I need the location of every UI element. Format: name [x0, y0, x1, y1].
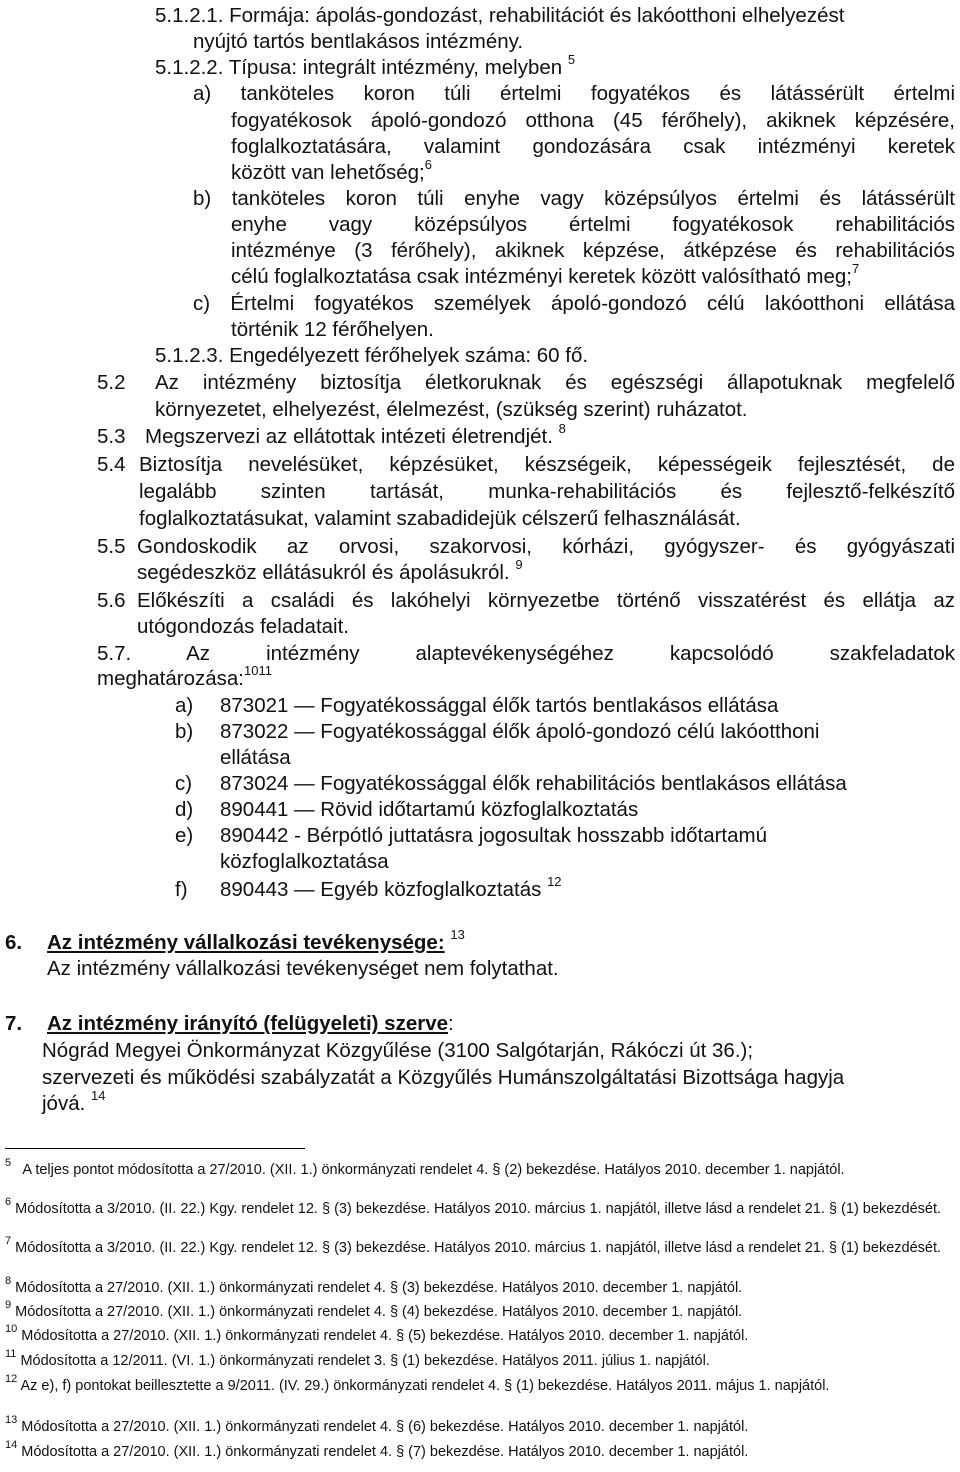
item-b-line2: enyhe vagy középsúlyos értelmi fogyatékosok rehabilitációs [231, 213, 955, 236]
activity-item-b-label: b) [175, 720, 194, 743]
activity-item-f [175, 874, 562, 903]
footnote-ref-7[interactable]: 7 [852, 261, 860, 277]
footnote-ref-12[interactable]: 12 [547, 874, 562, 890]
footnote-13 [5, 1414, 955, 1436]
item-a-line4-text: között van lehetőség; [231, 161, 425, 184]
item-b-line4 [231, 261, 860, 290]
section-54-num: 5.4 [97, 453, 126, 476]
section-55-line2-text: segédeszköz ellátásukról és ápolásukról. [137, 561, 510, 584]
section-7-title: Az intézmény irányító (felügyeleti) szerve [47, 1012, 449, 1035]
section-55-num: 5.5 [97, 535, 126, 558]
footnote-12-num: 12 [5, 1373, 18, 1386]
activity-item-c-text: 873024 ― Fogyatékossággal élők rehabilitációs bentlakásos ellátása [220, 772, 847, 795]
item-b-line3: intézménye (3 férőhely), akiknek képzése, átképzése és rehabilitációs [231, 239, 955, 262]
section-55-line1: Gondoskodik az orvosi, szakorvosi, kórházi, gyógyszer- és gyógyászati [137, 535, 955, 558]
item-b-line4-text: célú foglalkoztatása csak intézményi keretek között valósítható meg; [231, 265, 853, 288]
item-b-line1: b) tanköteles koron túli enyhe vagy középsúlyos értelmi és látássérült [193, 187, 955, 210]
footnote-11-num: 11 [5, 1348, 17, 1361]
footnote-ref-8[interactable]: 8 [558, 421, 566, 437]
footnote-14-text: Módosította a 27/2010. (XII. 1.) önkormányzati rendelet 4. § (7) bekezdése. Hatályos 2010. december 1. napjától. [21, 1444, 749, 1460]
section-54-line3: foglalkoztatásukat, valamint szabadidejük célszerű felhasználását. [139, 507, 741, 530]
activity-item-a-text: 873021 ― Fogyatékossággal élők tartós bentlakásos ellátása [220, 694, 779, 717]
activity-item-a [175, 693, 778, 719]
footnote-5-text: A teljes pontot módosította a 27/2010. (XII. 1.) önkormányzati rendelet 4. § (2) bekezdése. Hatályos 2010. december 1. napjától. [22, 1162, 845, 1178]
item-a-line4 [231, 157, 432, 186]
section-56-line1: Előkészíti a családi és lakóhelyi környezetbe történő visszatérést és ellátja az [137, 589, 955, 612]
section-53-line [145, 421, 566, 450]
section-6-title: Az intézmény vállalkozási tevékenysége: [47, 931, 445, 954]
section-7-colon: : [448, 1012, 454, 1035]
activity-item-f-label: f) [175, 878, 188, 901]
footnote-7-num: 7 [5, 1235, 12, 1248]
section-6-heading [5, 927, 465, 956]
section-54-line1: Biztosítja nevelésüket, képzésüket, készségeik, képességeik fejlesztését, de [139, 453, 955, 476]
section-57-line2-text: meghatározása: [97, 667, 245, 690]
footnote-ref-13[interactable]: 13 [450, 927, 465, 943]
section-57-line2 [97, 663, 272, 692]
footnote-9-num: 9 [5, 1299, 12, 1312]
footnote-14 [5, 1439, 955, 1461]
section-7-line1: Nógrád Megyei Önkormányzat Közgyűlése (3100 Salgótarján, Rákóczi út 36.); [42, 1039, 754, 1062]
footnote-9 [5, 1299, 955, 1321]
footnote-ref-1011[interactable]: 1011 [244, 663, 272, 679]
activity-item-e-cont: közfoglalkoztatása [220, 850, 389, 873]
footnote-13-text: Módosította a 27/2010. (XII. 1.) önkormányzati rendelet 4. § (6) bekezdése. Hatályos 2010. december 1. napjától. [21, 1419, 749, 1435]
footnote-8 [5, 1275, 955, 1297]
section-5122-heading-text: 5.1.2.2. Típusa: integrált intézmény, melyben [155, 56, 563, 79]
activity-item-b [175, 719, 819, 745]
activity-item-e-text: 890442 - Bérpótló juttatásra jogosultak hosszabb időtartamú [220, 824, 768, 847]
item-a-line1: a) tanköteles koron túli értelmi fogyatékos és látássérült értelmi [193, 82, 955, 105]
activity-item-d-text: 890441 ― Rövid időtartamú közfoglalkoztatás [220, 798, 639, 821]
footnote-7-text: Módosította a 3/2010. (II. 22.) Kgy. rendelet 12. § (3) bekezdése. Hatályos 2010. március 1. napjától, illetve lásd a rendelet 21. § (1) bekezdését. [15, 1240, 942, 1256]
activity-item-c [175, 771, 847, 797]
item-a-line2: fogyatékosok ápoló-gondozó otthona (45 férőhely), akiknek képzésére, [231, 109, 955, 132]
item-c-line1: c) Értelmi fogyatékos személyek ápoló-gondozó célú lakóotthoni ellátása [193, 292, 955, 315]
item-a-line3: foglalkoztatására, valamint gondozására csak intézményi keretek [231, 135, 955, 158]
footnote-13-num: 13 [5, 1414, 18, 1427]
footnote-separator [5, 1148, 305, 1149]
footnote-12-text: Az e), f) pontokat beillesztette a 9/2011. (IV. 29.) önkormányzati rendelet 4. § (1) bekezdése. Hatályos 2011. május 1. napjától. [20, 1378, 830, 1394]
section-52-num: 5.2 [97, 371, 126, 394]
footnote-14-num: 14 [5, 1439, 18, 1452]
section-5122-heading [155, 52, 576, 81]
section-56-num: 5.6 [97, 589, 126, 612]
activity-item-a-label: a) [175, 694, 194, 717]
activity-item-b-text: 873022 ― Fogyatékossággal élők ápoló-gondozó célú lakóotthoni [220, 720, 820, 743]
footnote-10 [5, 1323, 955, 1345]
footnote-ref-14[interactable]: 14 [91, 1088, 106, 1104]
footnote-10-text: Módosította a 27/2010. (XII. 1.) önkormányzati rendelet 4. § (5) bekezdése. Hatályos 2010. december 1. napjától. [21, 1328, 749, 1344]
section-57-line1: 5.7. Az intézmény alaptevékenységéhez kapcsolódó szakfeladatok [97, 642, 955, 665]
section-7-line2: szervezeti és működési szabályzatát a Közgyűlés Humánszolgáltatási Bizottsága hagyja [42, 1066, 845, 1089]
footnote-6-text: Módosította a 3/2010. (II. 22.) Kgy. rendelet 12. § (3) bekezdése. Hatályos 2010. március 1. napjától, illetve lásd a rendelet 21. § (1) bekezdését. [15, 1201, 942, 1217]
footnote-ref-5[interactable]: 5 [567, 52, 576, 68]
activity-item-d-label: d) [175, 798, 194, 821]
footnote-8-num: 8 [5, 1275, 12, 1288]
section-52-line2: környezetet, elhelyezést, élelmezést, (szükség szerint) ruházatot. [155, 398, 748, 421]
footnote-11 [5, 1348, 955, 1370]
section-55-line2 [137, 557, 523, 586]
activity-item-f-text: 890443 ― Egyéb közfoglalkoztatás [220, 878, 542, 901]
footnote-6-num: 6 [5, 1196, 12, 1209]
footnote-10-num: 10 [5, 1323, 18, 1336]
section-5121-line1: 5.1.2.1. Formája: ápolás-gondozást, rehabilitációt és lakóotthoni elhelyezést [155, 4, 845, 27]
section-6-num: 6. [5, 931, 23, 954]
activity-item-b-cont: ellátása [220, 746, 291, 769]
footnote-9-text: Módosította a 27/2010. (XII. 1.) önkormányzati rendelet 4. § (4) bekezdése. Hatályos 2010. december 1. napjától. [15, 1304, 743, 1320]
section-54-line2: legalább szinten tartását, munka-rehabilitációs és fejlesztő-felkészítő [139, 480, 955, 503]
footnote-11-text: Módosította a 12/2011. (VI. 1.) önkormányzati rendelet 3. § (1) bekezdése. Hatályos 2011. július 1. napjától. [20, 1353, 710, 1369]
footnote-ref-6[interactable]: 6 [424, 157, 432, 173]
activity-item-c-label: c) [175, 772, 193, 795]
activity-item-e [175, 823, 767, 849]
footnote-7 [5, 1235, 955, 1257]
footnote-ref-9[interactable]: 9 [515, 557, 523, 573]
section-7-num: 7. [5, 1012, 23, 1035]
section-5121-line2: nyújtó tartós bentlakásos intézmény. [193, 30, 524, 53]
section-52-line1: Az intézmény biztosítja életkoruknak és egészségi állapotuknak megfelelő [155, 371, 955, 394]
footnote-8-text: Módosította a 27/2010. (XII. 1.) önkormányzati rendelet 4. § (3) bekezdése. Hatályos 2010. december 1. napjától. [15, 1280, 743, 1296]
section-56-line2: utógondozás feladatait. [137, 615, 349, 638]
section-7-heading [5, 1011, 454, 1037]
section-6-text: Az intézmény vállalkozási tevékenységet nem folytathat. [47, 957, 559, 980]
item-c-line2: történik 12 férőhelyen. [231, 318, 434, 341]
section-7-line3-text: jóvá. [42, 1092, 86, 1115]
footnote-6 [5, 1196, 955, 1218]
section-53-text: Megszervezi az ellátottak intézeti életrendjét. [145, 425, 553, 448]
footnote-12 [5, 1373, 955, 1395]
footnote-5-num: 5 [5, 1157, 12, 1170]
section-53-num: 5.3 [97, 425, 126, 448]
activity-item-d [175, 797, 638, 823]
section-5123: 5.1.2.3. Engedélyezett férőhelyek száma: 60 fő. [155, 344, 589, 367]
footnote-5 [5, 1157, 955, 1179]
section-7-line3 [42, 1088, 106, 1117]
activity-item-e-label: e) [175, 824, 194, 847]
